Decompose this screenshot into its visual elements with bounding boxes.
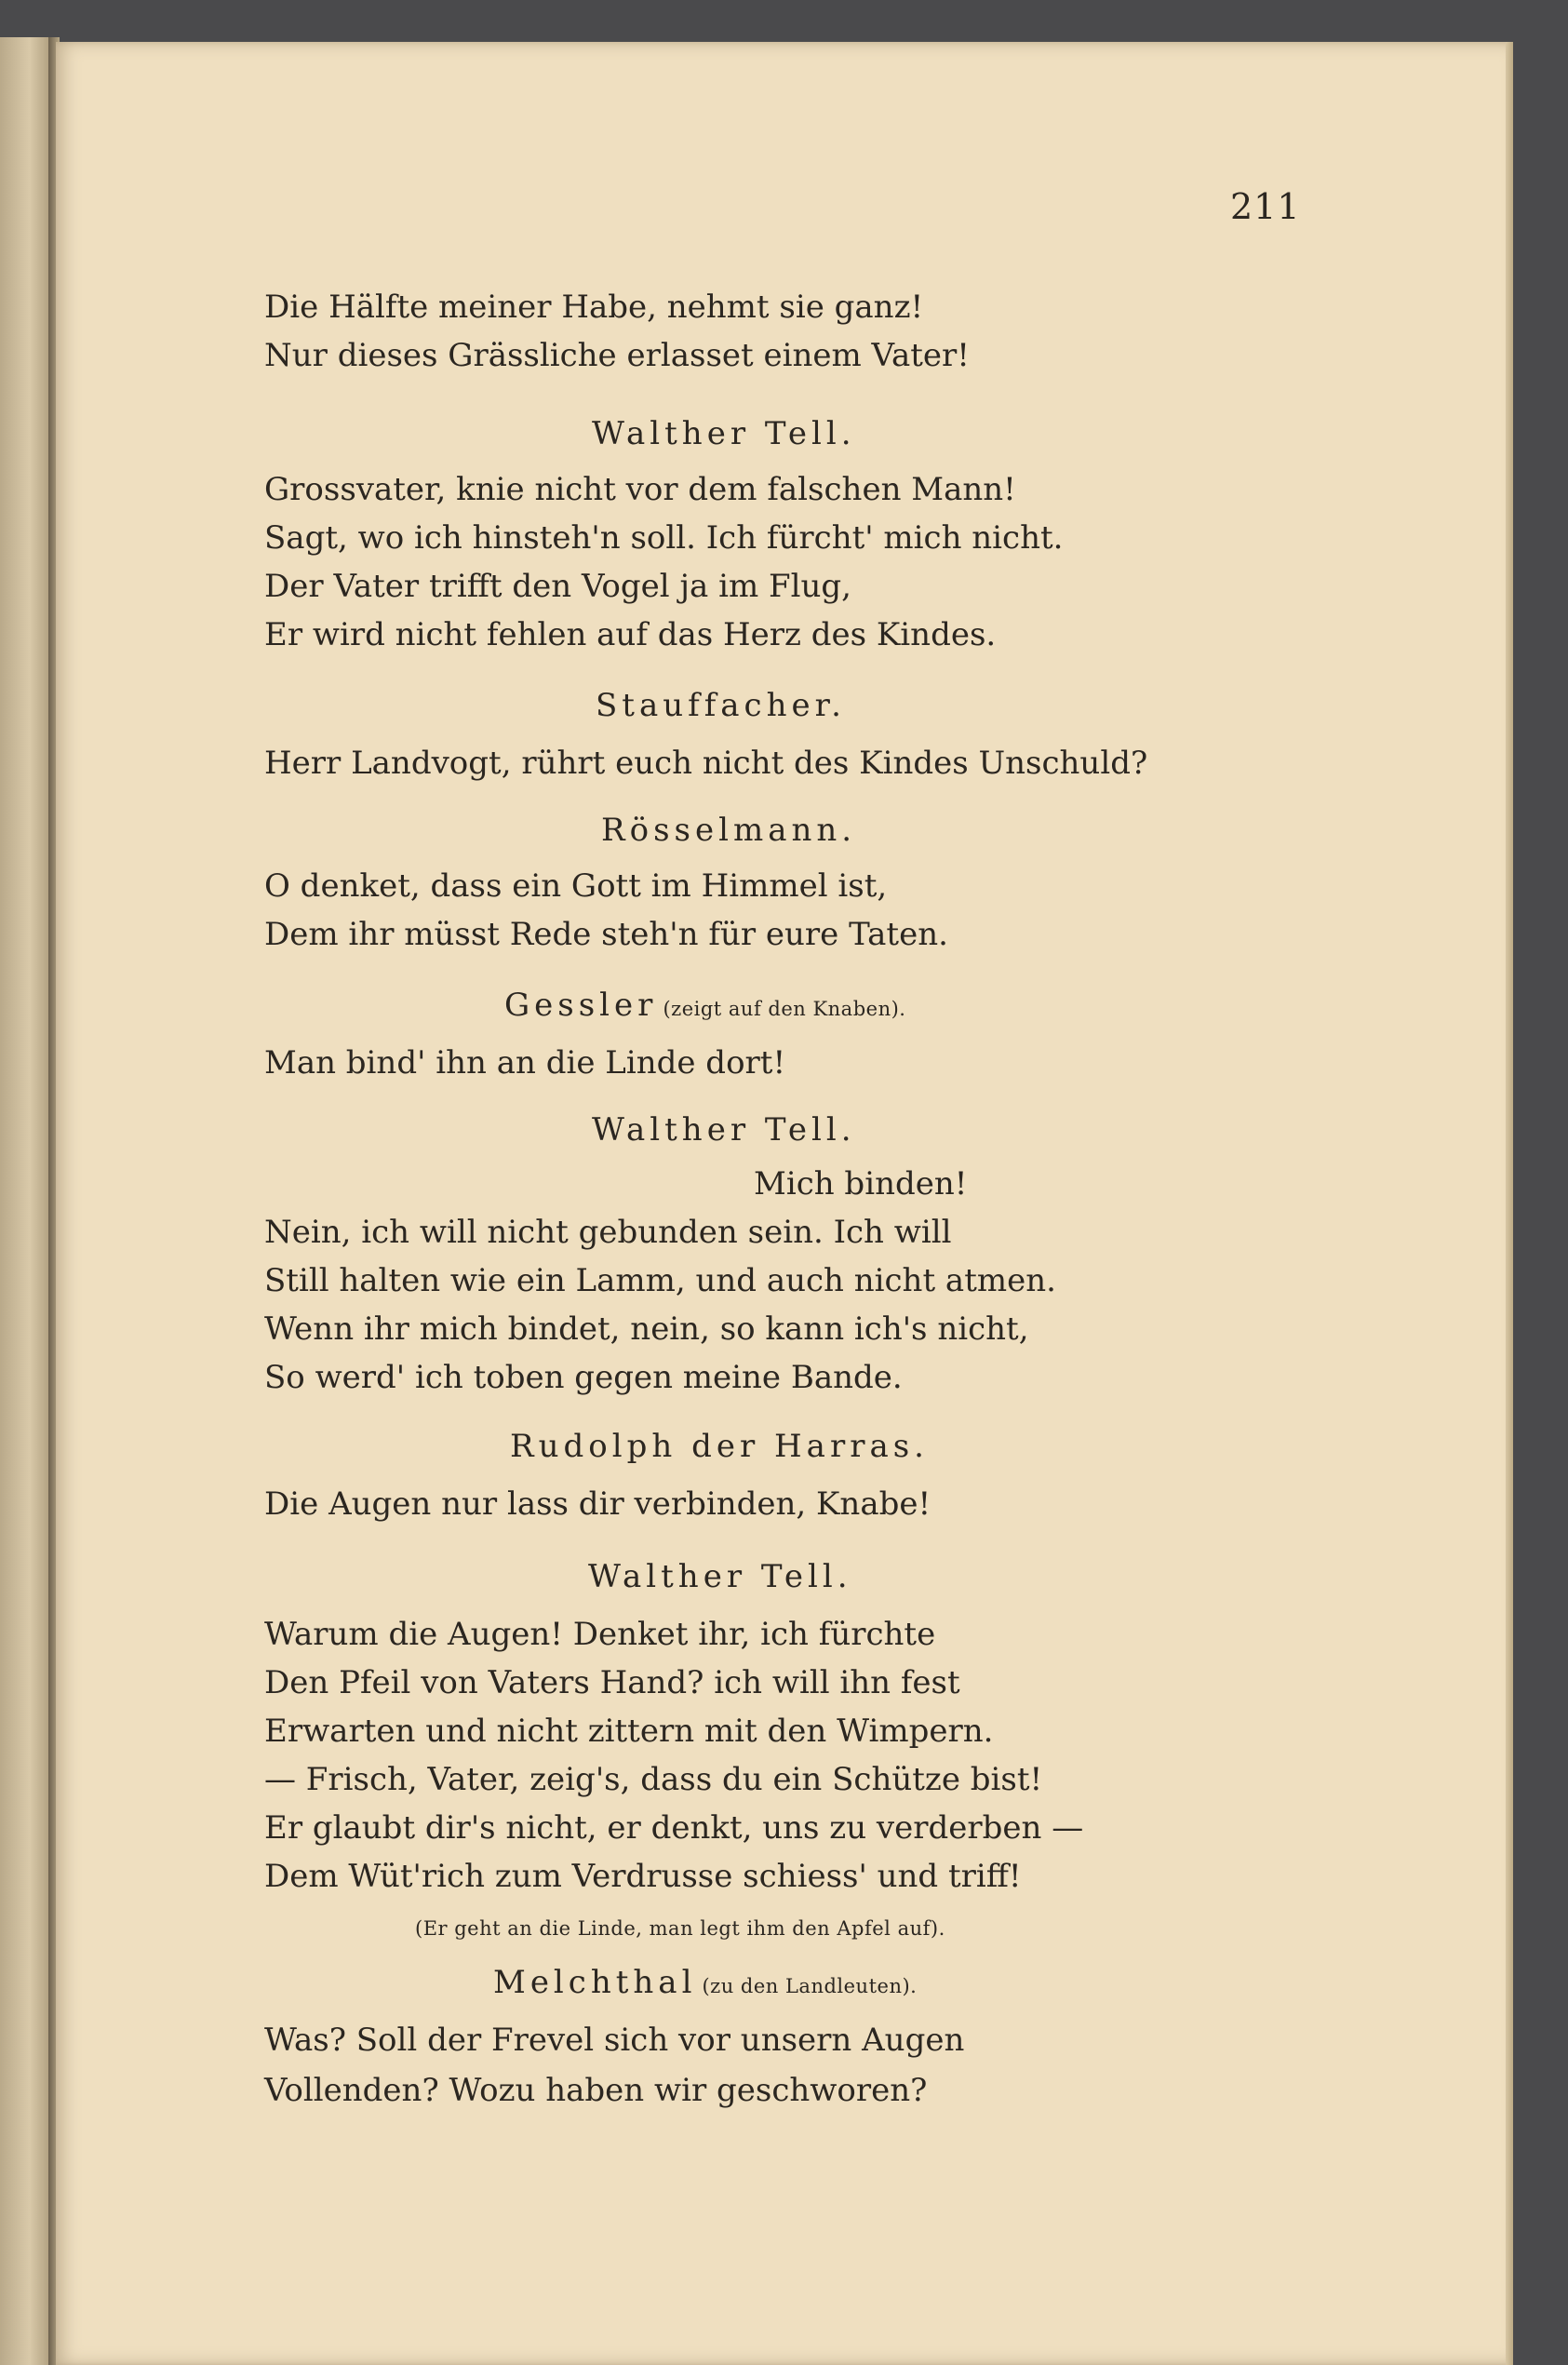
verse-line: Mich binden!	[754, 1165, 968, 1203]
facing-page-edge	[0, 37, 54, 2365]
verse-line: Der Vater trifft den Vogel ja im Flug,	[264, 568, 851, 605]
verse-line: Warum die Augen! Denket ihr, ich fürchte	[264, 1616, 936, 1653]
page-number: 211	[1230, 186, 1301, 227]
speaker-name: Walther Tell.	[588, 1558, 852, 1595]
verse-line: O denket, dass ein Gott im Himmel ist,	[264, 867, 888, 905]
speaker-name: Walther Tell.	[592, 1111, 856, 1149]
verse-line: — Frisch, Vater, zeig's, dass du ein Schütze bist!	[264, 1761, 1043, 1798]
speaker-line	[504, 987, 905, 1028]
page-fore-edge	[1506, 42, 1513, 2365]
verse-line: Erwarten und nicht zittern mit den Wimpern.	[264, 1713, 994, 1750]
verse-line: Grossvater, knie nicht vor dem falschen Mann!	[264, 471, 1016, 508]
speaker-name: Gessler	[504, 987, 658, 1024]
book-page	[56, 42, 1512, 2365]
stage-direction: (zu den Landleuten).	[702, 1975, 918, 1997]
verse-line: Vollenden? Wozu haben wir geschworen?	[264, 2072, 928, 2109]
speaker-name: Melchthal	[493, 1964, 697, 2001]
verse-line: Herr Landvogt, rührt euch nicht des Kindes Unschuld?	[264, 745, 1148, 782]
speaker-name: Stauffacher.	[596, 687, 846, 724]
speaker-name: Rösselmann.	[601, 812, 857, 849]
stage-direction: (Er geht an die Linde, man legt ihm den Apfel auf).	[415, 1917, 945, 1940]
stage-direction: (zeigt auf den Knaben).	[663, 998, 906, 1020]
verse-line: So werd' ich toben gegen meine Bande.	[264, 1359, 903, 1396]
speaker-line	[493, 1964, 917, 2005]
verse-line: Er wird nicht fehlen auf das Herz des Kindes.	[264, 616, 997, 653]
verse-line: Sagt, wo ich hinsteh'n soll. Ich fürcht' mich nicht.	[264, 519, 1064, 557]
verse-line: Still halten wie ein Lamm, und auch nicht atmen.	[264, 1262, 1056, 1299]
verse-line: Was? Soll der Frevel sich vor unsern Augen	[264, 2022, 965, 2059]
verse-line: Er glaubt dir's nicht, er denkt, uns zu verderben —	[264, 1809, 1084, 1847]
verse-line: Nur dieses Grässliche erlasset einem Vater!	[264, 337, 970, 374]
speaker-name: Rudolph der Harras.	[510, 1428, 929, 1465]
speaker-name: Walther Tell.	[592, 415, 856, 452]
verse-line: Dem Wüt'rich zum Verdrusse schiess' und triff!	[264, 1858, 1022, 1895]
verse-line: Dem ihr müsst Rede steh'n für eure Taten.	[264, 916, 948, 953]
verse-line: Wenn ihr mich bindet, nein, so kann ich's nicht,	[264, 1310, 1029, 1348]
verse-line: Nein, ich will nicht gebunden sein. Ich will	[264, 1214, 952, 1251]
verse-line: Man bind' ihn an die Linde dort!	[264, 1044, 786, 1082]
verse-line: Den Pfeil von Vaters Hand? ich will ihn fest	[264, 1664, 960, 1701]
verse-line: Die Augen nur lass dir verbinden, Knabe!	[264, 1485, 931, 1523]
verse-line: Die Hälfte meiner Habe, nehmt sie ganz!	[264, 289, 924, 326]
